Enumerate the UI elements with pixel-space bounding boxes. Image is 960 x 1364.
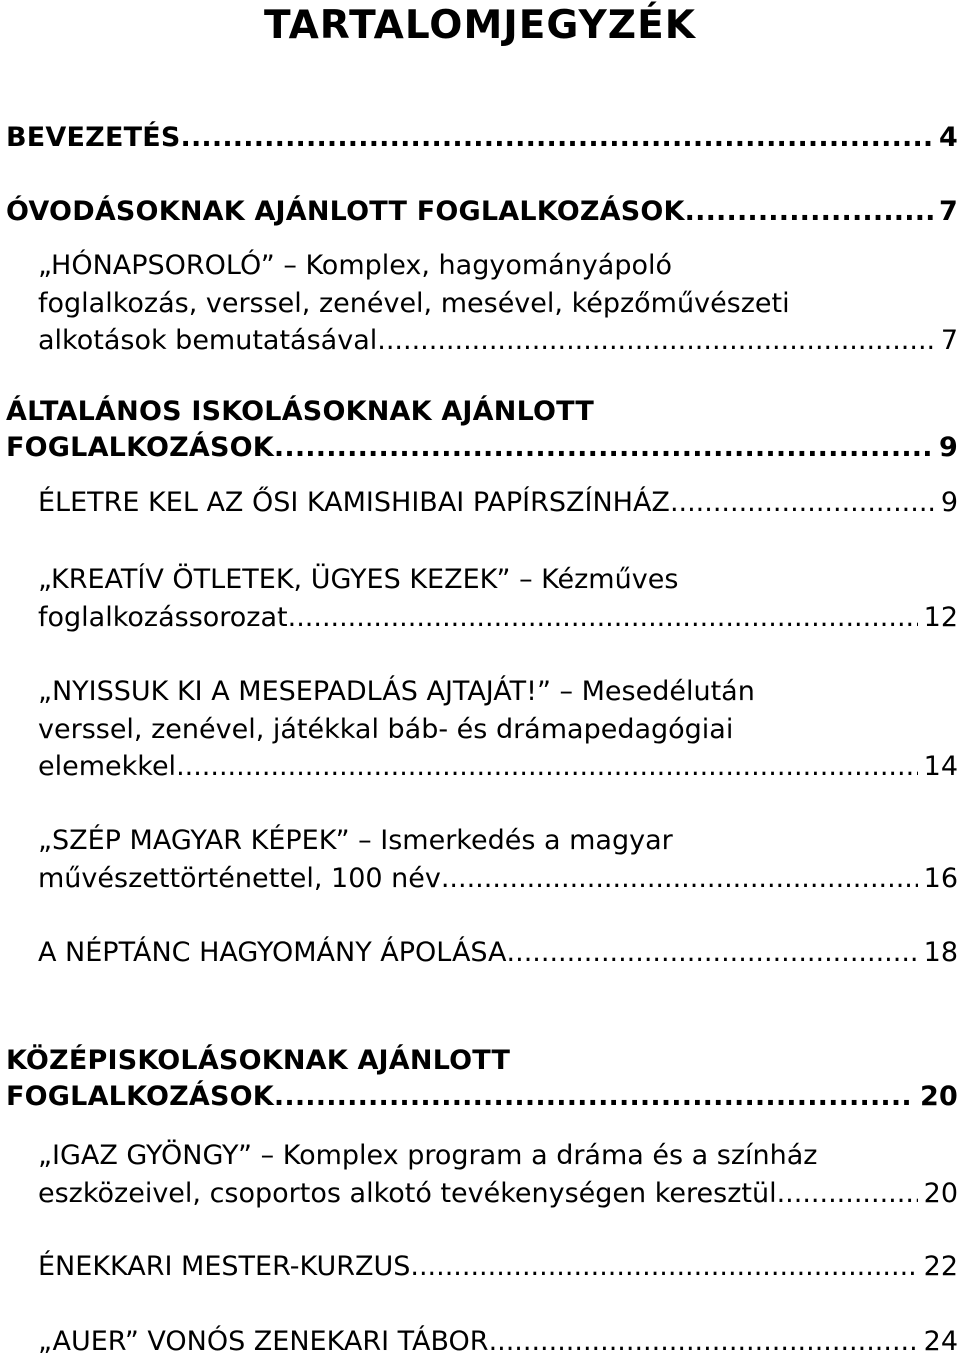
leader-dots: [685, 194, 933, 230]
page-number: 20: [920, 1081, 958, 1112]
toc-entry-title: ÉLETRE KEL AZ ŐSI KAMISHIBAI PAPÍRSZÍNHÁZ: [38, 487, 670, 518]
toc-entry-title: KÖZÉPISKOLÁSOKNAK AJÁNLOTT: [6, 1045, 511, 1076]
page-number: 22: [923, 1251, 958, 1282]
leader-dots: [274, 430, 933, 466]
page-number: 18: [923, 937, 958, 968]
page-number: 7: [939, 196, 958, 227]
leader-dots: [176, 748, 918, 786]
toc-line: [38, 599, 958, 637]
toc-line: [38, 247, 958, 285]
toc-line: [38, 322, 958, 360]
toc-entry-title: művészettörténettel, 100 név: [38, 862, 441, 894]
leader-dots: [181, 120, 934, 156]
toc-entry-title: „KREATÍV ÖTLETEK, ÜGYES KEZEK” – Kézműves: [38, 564, 679, 595]
toc-entry-title: „HÓNAPSOROLÓ” – Komplex, hagyományápoló: [38, 250, 672, 281]
page-number: 16: [923, 862, 958, 894]
toc-entry-auer-tabor[interactable]: [38, 1323, 958, 1361]
toc-entry-title: „NYISSUK KI A MESEPADLÁS AJTAJÁT!” – Mesedélután: [38, 676, 755, 707]
toc-line: [6, 194, 958, 230]
toc-line: [38, 285, 958, 323]
toc-line: [38, 484, 958, 522]
toc-entry-title: foglalkozás, verssel, zenével, mesével, képzőművészeti: [38, 287, 790, 319]
toc-entry-mesepadlas[interactable]: [38, 673, 958, 786]
toc-line: [38, 934, 958, 972]
toc-line: [38, 1137, 958, 1175]
leader-dots: [377, 322, 935, 360]
page-number: 14: [923, 751, 958, 782]
toc-line: [6, 1043, 958, 1079]
toc-entry-title: ÉNEKKARI MESTER-KURZUS: [38, 1251, 411, 1282]
page-number: 24: [923, 1326, 958, 1357]
page-number: 20: [923, 1177, 958, 1209]
toc-line: [6, 394, 958, 430]
leader-dots: [507, 934, 918, 972]
toc-entry-enekkari-mester-kurzus[interactable]: [38, 1248, 958, 1286]
page-number: 7: [940, 325, 958, 356]
page-number: 9: [939, 432, 958, 463]
toc-entry-kamishibai[interactable]: [38, 484, 958, 522]
toc-entry-honapsorolo[interactable]: [38, 247, 958, 360]
toc-entry-title: ÁLTALÁNOS ISKOLÁSOKNAK AJÁNLOTT: [6, 396, 595, 427]
toc-entry-bevezetes[interactable]: [6, 120, 958, 156]
toc-entry-title: foglalkozássorozat: [38, 601, 288, 633]
toc-line: [38, 1175, 958, 1213]
toc-entry-neptanc[interactable]: [38, 934, 958, 972]
toc-line: [38, 822, 958, 860]
leader-dots: [274, 1079, 914, 1115]
toc-line: [6, 1079, 958, 1115]
page-number: 12: [923, 601, 958, 633]
toc-line: [38, 561, 958, 599]
toc-entry-title: elemekkel: [38, 751, 177, 782]
toc-line: [6, 430, 958, 466]
leader-dots: [777, 1175, 918, 1213]
toc-entry-title: „IGAZ GYÖNGY” – Komplex program a dráma és a színház: [38, 1140, 818, 1171]
toc-entry-ovodasoknak[interactable]: [6, 194, 958, 230]
toc-entry-szep-magyar-kepek[interactable]: [38, 822, 958, 897]
toc-line: [38, 860, 958, 898]
toc-entry-kreativ-otletek[interactable]: [38, 561, 958, 636]
page-number: 4: [939, 122, 958, 153]
toc-line: [38, 673, 958, 711]
toc-line: [38, 1323, 958, 1361]
leader-dots: [410, 1248, 917, 1286]
leader-dots: [489, 1323, 918, 1361]
toc-entry-igaz-gyongy[interactable]: [38, 1137, 958, 1212]
toc-line: [6, 120, 958, 156]
toc-entry-title: A NÉPTÁNC HAGYOMÁNY ÁPOLÁSA: [38, 937, 507, 968]
toc-line: [38, 711, 958, 749]
page-number: 9: [940, 487, 958, 518]
toc-entry-kozepiskolasoknak[interactable]: [6, 1043, 958, 1115]
leader-dots: [441, 860, 918, 898]
page-title: TARTALOMJEGYZÉK: [264, 3, 696, 48]
leader-dots: [288, 599, 918, 637]
toc-line: [38, 1248, 958, 1286]
toc-entry-title: ÓVODÁSOKNAK AJÁNLOTT FOGLALKOZÁSOK: [6, 196, 685, 227]
toc-entry-title: BEVEZETÉS: [6, 122, 181, 153]
toc-entry-title: „AUER” VONÓS ZENEKARI TÁBOR: [38, 1326, 489, 1357]
toc-entry-title: FOGLALKOZÁSOK: [6, 432, 274, 463]
toc-entry-title: eszközeivel, csoportos alkotó tevékenységen keresztül: [38, 1177, 777, 1209]
toc-entry-title: FOGLALKOZÁSOK: [6, 1081, 274, 1112]
toc-entry-title: „SZÉP MAGYAR KÉPEK” – Ismerkedés a magyar: [38, 825, 673, 856]
leader-dots: [670, 484, 935, 522]
toc-entry-title: alkotások bemutatásával: [38, 325, 378, 356]
toc-entry-title: verssel, zenével, játékkal báb- és drámapedagógiai: [38, 713, 734, 745]
toc-line: [38, 748, 958, 786]
toc-entry-altalanos-iskolasoknak[interactable]: [6, 394, 958, 466]
